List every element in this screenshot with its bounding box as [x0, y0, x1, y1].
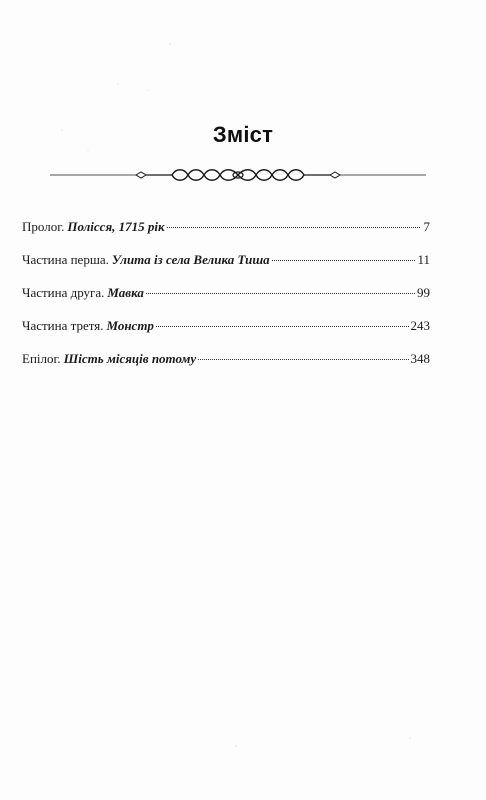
toc-leader-dots — [146, 293, 415, 294]
toc-entry-page: 7 — [423, 219, 430, 234]
toc-entry-prefix: Частина третя. — [22, 318, 104, 333]
toc-leader-dots — [198, 359, 408, 360]
toc-entry-page: 99 — [417, 285, 430, 300]
toc-entry-title: Полісся, 1715 рік — [67, 219, 165, 234]
toc-entry[interactable] — [22, 276, 430, 309]
toc-entry-prefix: Частина друга. — [22, 285, 105, 300]
toc-entry[interactable] — [22, 309, 430, 342]
table-of-contents — [22, 210, 430, 375]
decorative-divider-icon — [48, 163, 428, 187]
toc-entry[interactable] — [22, 243, 430, 276]
toc-entry-prefix: Частина перша. — [22, 252, 109, 267]
toc-entry-title: Монстр — [106, 318, 154, 333]
toc-entry-title: Улита із села Велика Тиша — [111, 252, 270, 267]
toc-entry-page: 11 — [417, 252, 430, 267]
toc-leader-dots — [156, 326, 409, 327]
toc-entry-title: Шість місяців потому — [63, 351, 197, 366]
toc-leader-dots — [167, 227, 420, 228]
page-title: Зміст — [212, 122, 274, 147]
toc-entry[interactable] — [22, 210, 430, 243]
toc-entry-prefix: Епілог. — [22, 351, 61, 366]
toc-entry-title: Мавка — [107, 285, 144, 300]
toc-entry-page: 243 — [410, 318, 430, 333]
toc-leader-dots — [272, 260, 416, 261]
toc-entry-prefix: Пролог. — [22, 219, 65, 234]
toc-entry[interactable] — [22, 342, 430, 375]
toc-entry-page: 348 — [410, 351, 430, 366]
